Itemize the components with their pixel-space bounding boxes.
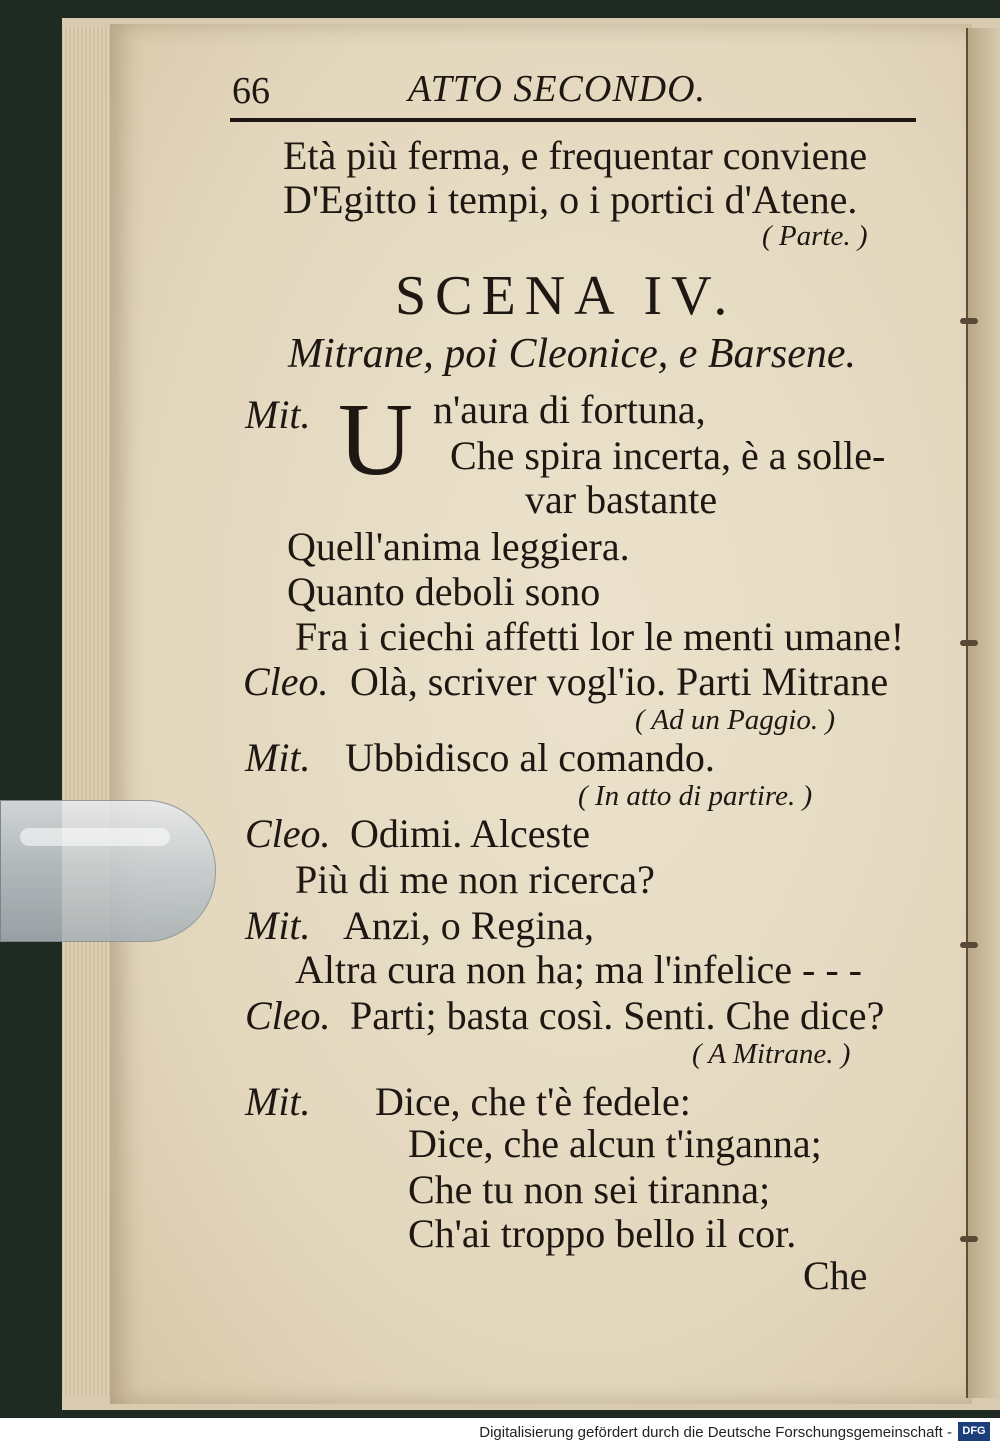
page-clip-highlight — [20, 828, 170, 846]
verse-line: Dice, che alcun t'inganna; — [408, 1121, 822, 1166]
binding-stitch — [960, 1236, 978, 1242]
verse-line: Ch'ai troppo bello il cor. — [408, 1211, 797, 1256]
verse-line: Altra cura non ha; ma l'infelice - - - — [295, 947, 862, 992]
binding-stitch — [960, 942, 978, 948]
verse-line: Quell'anima leggiera. — [287, 524, 630, 569]
verse-line: Anzi, o Regina, — [343, 903, 595, 948]
verse-line: Che spira incerta, è a solle- — [450, 433, 886, 478]
page-number: 66 — [232, 70, 270, 112]
speaker-label: Cleo. — [245, 993, 331, 1038]
stage-direction: ( Parte. ) — [762, 220, 868, 252]
verse-line: Ubbidisco al comando. — [345, 735, 715, 780]
speaker-label: Mit. — [245, 1079, 311, 1124]
page-clip — [0, 800, 216, 942]
verse-line: var bastante — [525, 477, 718, 522]
verse-line: n'aura di fortuna, — [433, 387, 706, 432]
verse-line: Odimi. Alceste — [350, 811, 590, 856]
verse-line: Olà, scriver vogl'io. Parti Mitrane — [350, 659, 889, 704]
scene-title: SCENA IV. — [395, 265, 737, 327]
verse-line: Fra i ciechi affetti lor le menti umane! — [295, 614, 905, 659]
verse-line: Dice, che t'è fedele: — [375, 1079, 691, 1124]
verse-line: Che tu non sei tiranna; — [408, 1167, 771, 1212]
dfg-logo: DFG — [958, 1422, 990, 1441]
verse-line: Quanto deboli sono — [287, 569, 601, 614]
verse-line: Parti; basta così. Senti. Che dice? — [350, 993, 885, 1038]
header-rule — [230, 118, 916, 122]
running-head: ATTO SECONDO. — [408, 68, 707, 110]
stage-direction: ( Ad un Paggio. ) — [635, 704, 836, 736]
speaker-label: Mit. — [245, 392, 311, 437]
speaker-label: Mit. — [245, 735, 311, 780]
stage-direction: ( In atto di partire. ) — [578, 780, 813, 812]
catchword: Che — [803, 1253, 868, 1298]
binding-stitch — [960, 318, 978, 324]
speaker-label: Mit. — [245, 903, 311, 948]
stage-direction: ( A Mitrane. ) — [692, 1038, 851, 1070]
scene-characters: Mitrane, poi Cleonice, e Barsene. — [288, 331, 857, 377]
facing-page-edge — [966, 28, 1000, 1398]
speaker-label: Cleo. — [243, 659, 329, 704]
drop-capital: U — [338, 382, 414, 497]
verse-line: D'Egitto i tempi, o i portici d'Atene. — [283, 177, 858, 222]
verse-line: Età più ferma, e frequentar conviene — [283, 133, 868, 178]
speaker-label: Cleo. — [245, 811, 331, 856]
funding-credit: Digitalisierung gefördert durch die Deutsche Forschungsgemeinschaft - — [479, 1424, 952, 1441]
binding-stitch — [960, 640, 978, 646]
verse-line: Più di me non ricerca? — [295, 857, 655, 902]
